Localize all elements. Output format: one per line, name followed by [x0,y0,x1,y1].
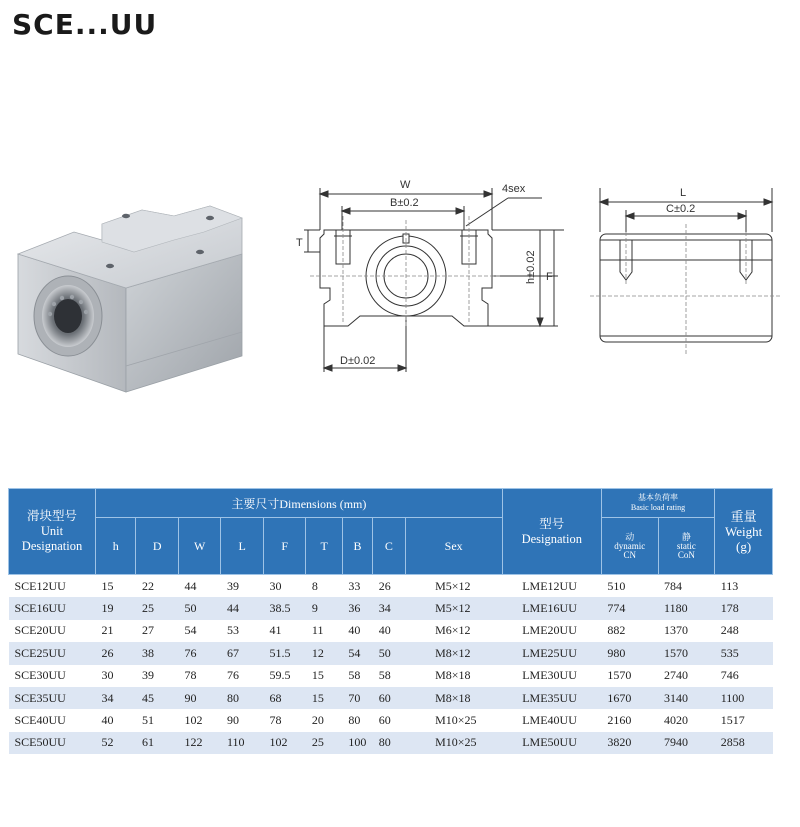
table-cell: 40 [342,620,372,642]
table-cell: 25 [136,597,178,619]
table-cell: 510 [601,575,658,598]
table-cell: 44 [178,575,220,598]
table-cell: 21 [96,620,136,642]
table-cell: M5×12 [405,575,502,598]
header-col-l: L [221,518,263,575]
table-cell: 1100 [715,687,773,709]
table-row [9,620,773,642]
table-cell: 9 [306,597,342,619]
table-row [9,709,773,731]
table-cell: 15 [96,575,136,598]
header-unit-cn: 滑块型号 [27,509,78,523]
table-cell: 1180 [658,597,715,619]
table-cell: 60 [373,687,405,709]
table-cell: 27 [136,620,178,642]
header-load-en: Basic load rating [630,503,686,512]
table-cell: LME25UU [502,642,601,664]
header-weight-unit: (g) [736,539,752,554]
table-cell: 80 [342,709,372,731]
header-weight-cn: 重量 [730,509,757,524]
table-cell: 59.5 [263,665,305,687]
table-cell: 178 [715,597,773,619]
header-unit-en1: Unit [40,524,64,538]
table-cell: 58 [342,665,372,687]
table-cell: 60 [373,709,405,731]
table-cell: SCE25UU [9,642,96,664]
table-cell: 39 [136,665,178,687]
table-cell: 122 [178,732,220,754]
page-title: SCE...UU [12,8,158,41]
table-cell: 980 [601,642,658,664]
table-cell: 113 [715,575,773,598]
table-cell: 33 [342,575,372,598]
table-cell: 41 [263,620,305,642]
table-cell: 61 [136,732,178,754]
side-view-drawing [586,176,786,366]
header-dynamic-en: dynamic [614,540,646,551]
table-cell: 784 [658,575,715,598]
table-cell: 11 [306,620,342,642]
table-cell: LME16UU [502,597,601,619]
table-row [9,665,773,687]
header-dynamic-unit: CN [623,549,636,560]
table-cell: 15 [306,665,342,687]
header-dynamic-cn: 动 [625,531,635,542]
table-cell: 535 [715,642,773,664]
header-designation [502,489,601,575]
l-label: L [680,187,687,199]
table-cell: M10×25 [405,732,502,754]
table-cell: SCE35UU [9,687,96,709]
table-cell: 22 [136,575,178,598]
header-dimensions: 主要尺寸Dimensions (mm) [96,489,503,518]
table-cell: 1517 [715,709,773,731]
table-cell: 8 [306,575,342,598]
header-col-f: F [263,518,305,575]
spec-table [8,488,773,754]
table-cell: 39 [221,575,263,598]
table-row [9,687,773,709]
table-cell: 25 [306,732,342,754]
table-cell: M5×12 [405,597,502,619]
table-cell: M8×18 [405,665,502,687]
table-cell: 76 [221,665,263,687]
header-load-rating [601,489,714,518]
table-cell: 38.5 [263,597,305,619]
table-cell: 90 [221,709,263,731]
table-cell: 774 [601,597,658,619]
header-load-cn: 基本负荷率 [638,493,679,502]
table-cell: M6×12 [405,620,502,642]
header-static-en: static [676,540,696,551]
table-cell: 746 [715,665,773,687]
table-cell: 248 [715,620,773,642]
header-unit-designation [9,489,96,575]
table-cell: 30 [96,665,136,687]
table-cell: 34 [373,597,405,619]
header-col-w: W [178,518,220,575]
table-cell: 30 [263,575,305,598]
table-cell: 2740 [658,665,715,687]
table-cell: 40 [373,620,405,642]
table-cell: 19 [96,597,136,619]
table-cell: SCE50UU [9,732,96,754]
table-cell: 26 [373,575,405,598]
header-col-sex: Sex [405,518,502,575]
table-cell: 68 [263,687,305,709]
header-weight-en: Weight [724,524,763,539]
table-cell: LME20UU [502,620,601,642]
header-col-d: D [136,518,178,575]
table-cell: SCE16UU [9,597,96,619]
table-cell: SCE30UU [9,665,96,687]
front-view-drawing [296,176,566,376]
table-row [9,597,773,619]
table-cell: 50 [178,597,220,619]
table-cell: 15 [306,687,342,709]
table-cell: 882 [601,620,658,642]
sex-label: 4sex [502,183,526,195]
table-cell: 78 [263,709,305,731]
w-label: W [400,179,411,191]
table-cell: 40 [96,709,136,731]
table-cell: 4020 [658,709,715,731]
table-cell: 51.5 [263,642,305,664]
table-cell: 90 [178,687,220,709]
header-static-unit: CoN [677,549,695,560]
table-cell: LME40UU [502,709,601,731]
header-unit-en2: Designation [21,539,83,553]
table-cell: 26 [96,642,136,664]
table-cell: SCE12UU [9,575,96,598]
d-label: D±0.02 [340,355,376,367]
table-cell: LME50UU [502,732,601,754]
product-photo [14,196,246,396]
header-col-h: h [96,518,136,575]
table-cell: 76 [178,642,220,664]
table-cell: 38 [136,642,178,664]
header-dynamic [601,518,658,575]
table-cell: 1370 [658,620,715,642]
table-cell: 70 [342,687,372,709]
c-label: C±0.2 [666,203,696,215]
h-label: h±0.02 [525,250,537,284]
table-cell: 45 [136,687,178,709]
table-cell: LME30UU [502,665,601,687]
table-cell: 51 [136,709,178,731]
header-designation-en: Designation [521,531,582,546]
table-row [9,575,773,598]
table-cell: 7940 [658,732,715,754]
table-cell: 67 [221,642,263,664]
table-cell: 53 [221,620,263,642]
table-cell: 52 [96,732,136,754]
table-cell: 50 [373,642,405,664]
table-cell: SCE20UU [9,620,96,642]
table-cell: 110 [221,732,263,754]
header-static [658,518,715,575]
table-cell: 36 [342,597,372,619]
table-cell: 54 [178,620,220,642]
b-label: B±0.2 [390,197,419,209]
table-cell: 80 [373,732,405,754]
table-cell: 34 [96,687,136,709]
table-row [9,732,773,754]
table-cell: M10×25 [405,709,502,731]
table-cell: 78 [178,665,220,687]
table-cell: 12 [306,642,342,664]
table-cell: 80 [221,687,263,709]
table-cell: 102 [263,732,305,754]
header-static-cn: 静 [681,531,691,542]
header-weight [715,489,773,575]
header-col-c: C [373,518,405,575]
t-label: T [296,237,303,249]
table-cell: 2160 [601,709,658,731]
table-cell: LME35UU [502,687,601,709]
table-cell: 102 [178,709,220,731]
table-cell: 58 [373,665,405,687]
table-cell: 54 [342,642,372,664]
table-cell: 1570 [601,665,658,687]
table-cell: 44 [221,597,263,619]
table-cell: 1670 [601,687,658,709]
table-cell: 1570 [658,642,715,664]
header-col-b: B [342,518,372,575]
table-cell: 100 [342,732,372,754]
table-cell: 2858 [715,732,773,754]
table-cell: 3820 [601,732,658,754]
table-cell: 20 [306,709,342,731]
table-cell: LME12UU [502,575,601,598]
table-row [9,642,773,664]
f-label: F [546,271,553,283]
header-col-t: T [306,518,342,575]
header-designation-cn: 型号 [539,516,565,531]
table-cell: M8×18 [405,687,502,709]
table-cell: 3140 [658,687,715,709]
table-cell: SCE40UU [9,709,96,731]
table-cell: M8×12 [405,642,502,664]
